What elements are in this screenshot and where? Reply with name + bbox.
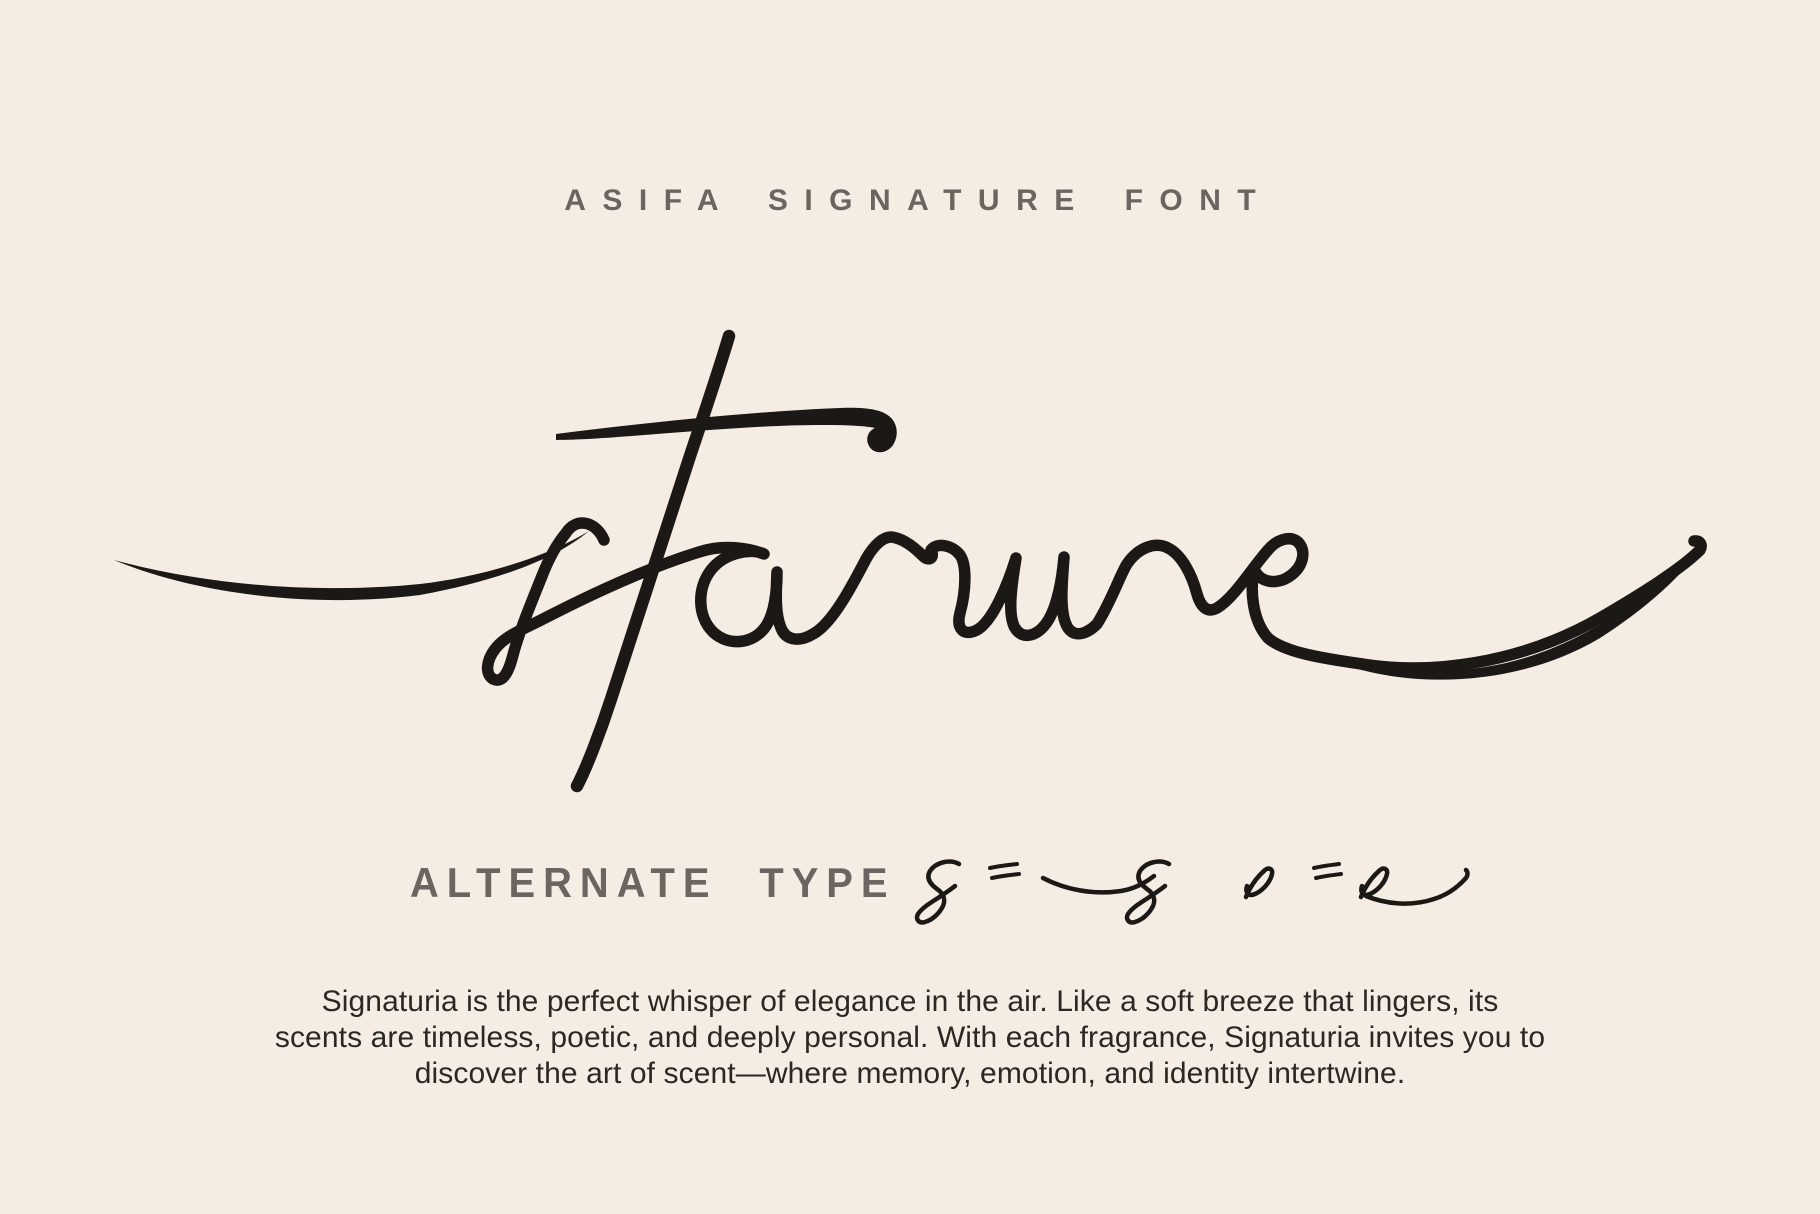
paragraph-line: scents are timeless, poetic, and deeply personal. With each fragrance, Signaturia invites you to xyxy=(274,1021,1546,1054)
script-s-icon xyxy=(917,862,959,923)
script-e-alt-icon xyxy=(1361,869,1387,897)
alternate-glyphs xyxy=(880,840,1520,960)
equals-icon xyxy=(990,864,1019,878)
signature-letters xyxy=(488,523,1702,680)
signature-left-swash xyxy=(114,531,589,600)
script-s-alt-icon xyxy=(1127,862,1169,923)
alt-pair-s xyxy=(917,862,1169,923)
alt-pair-e xyxy=(1246,864,1468,904)
signature-word xyxy=(114,336,1701,786)
signature-t-crossbar xyxy=(556,408,897,453)
description-paragraph xyxy=(0,984,1820,1092)
equals-icon xyxy=(1314,864,1341,878)
paragraph-line: discover the art of scent—where memory, emotion, and identity intertwine. xyxy=(414,1057,1406,1090)
paragraph-line: Signaturia is the perfect whisper of elegance in the air. Like a soft breeze that lingers, its xyxy=(321,985,1499,1018)
signature-t-stem xyxy=(577,336,729,786)
alternate-type-label: ALTERNATE TYPE xyxy=(410,859,896,906)
script-e-icon xyxy=(1246,869,1272,897)
brand-heading: ASIFA SIGNATURE FONT xyxy=(564,184,1273,217)
